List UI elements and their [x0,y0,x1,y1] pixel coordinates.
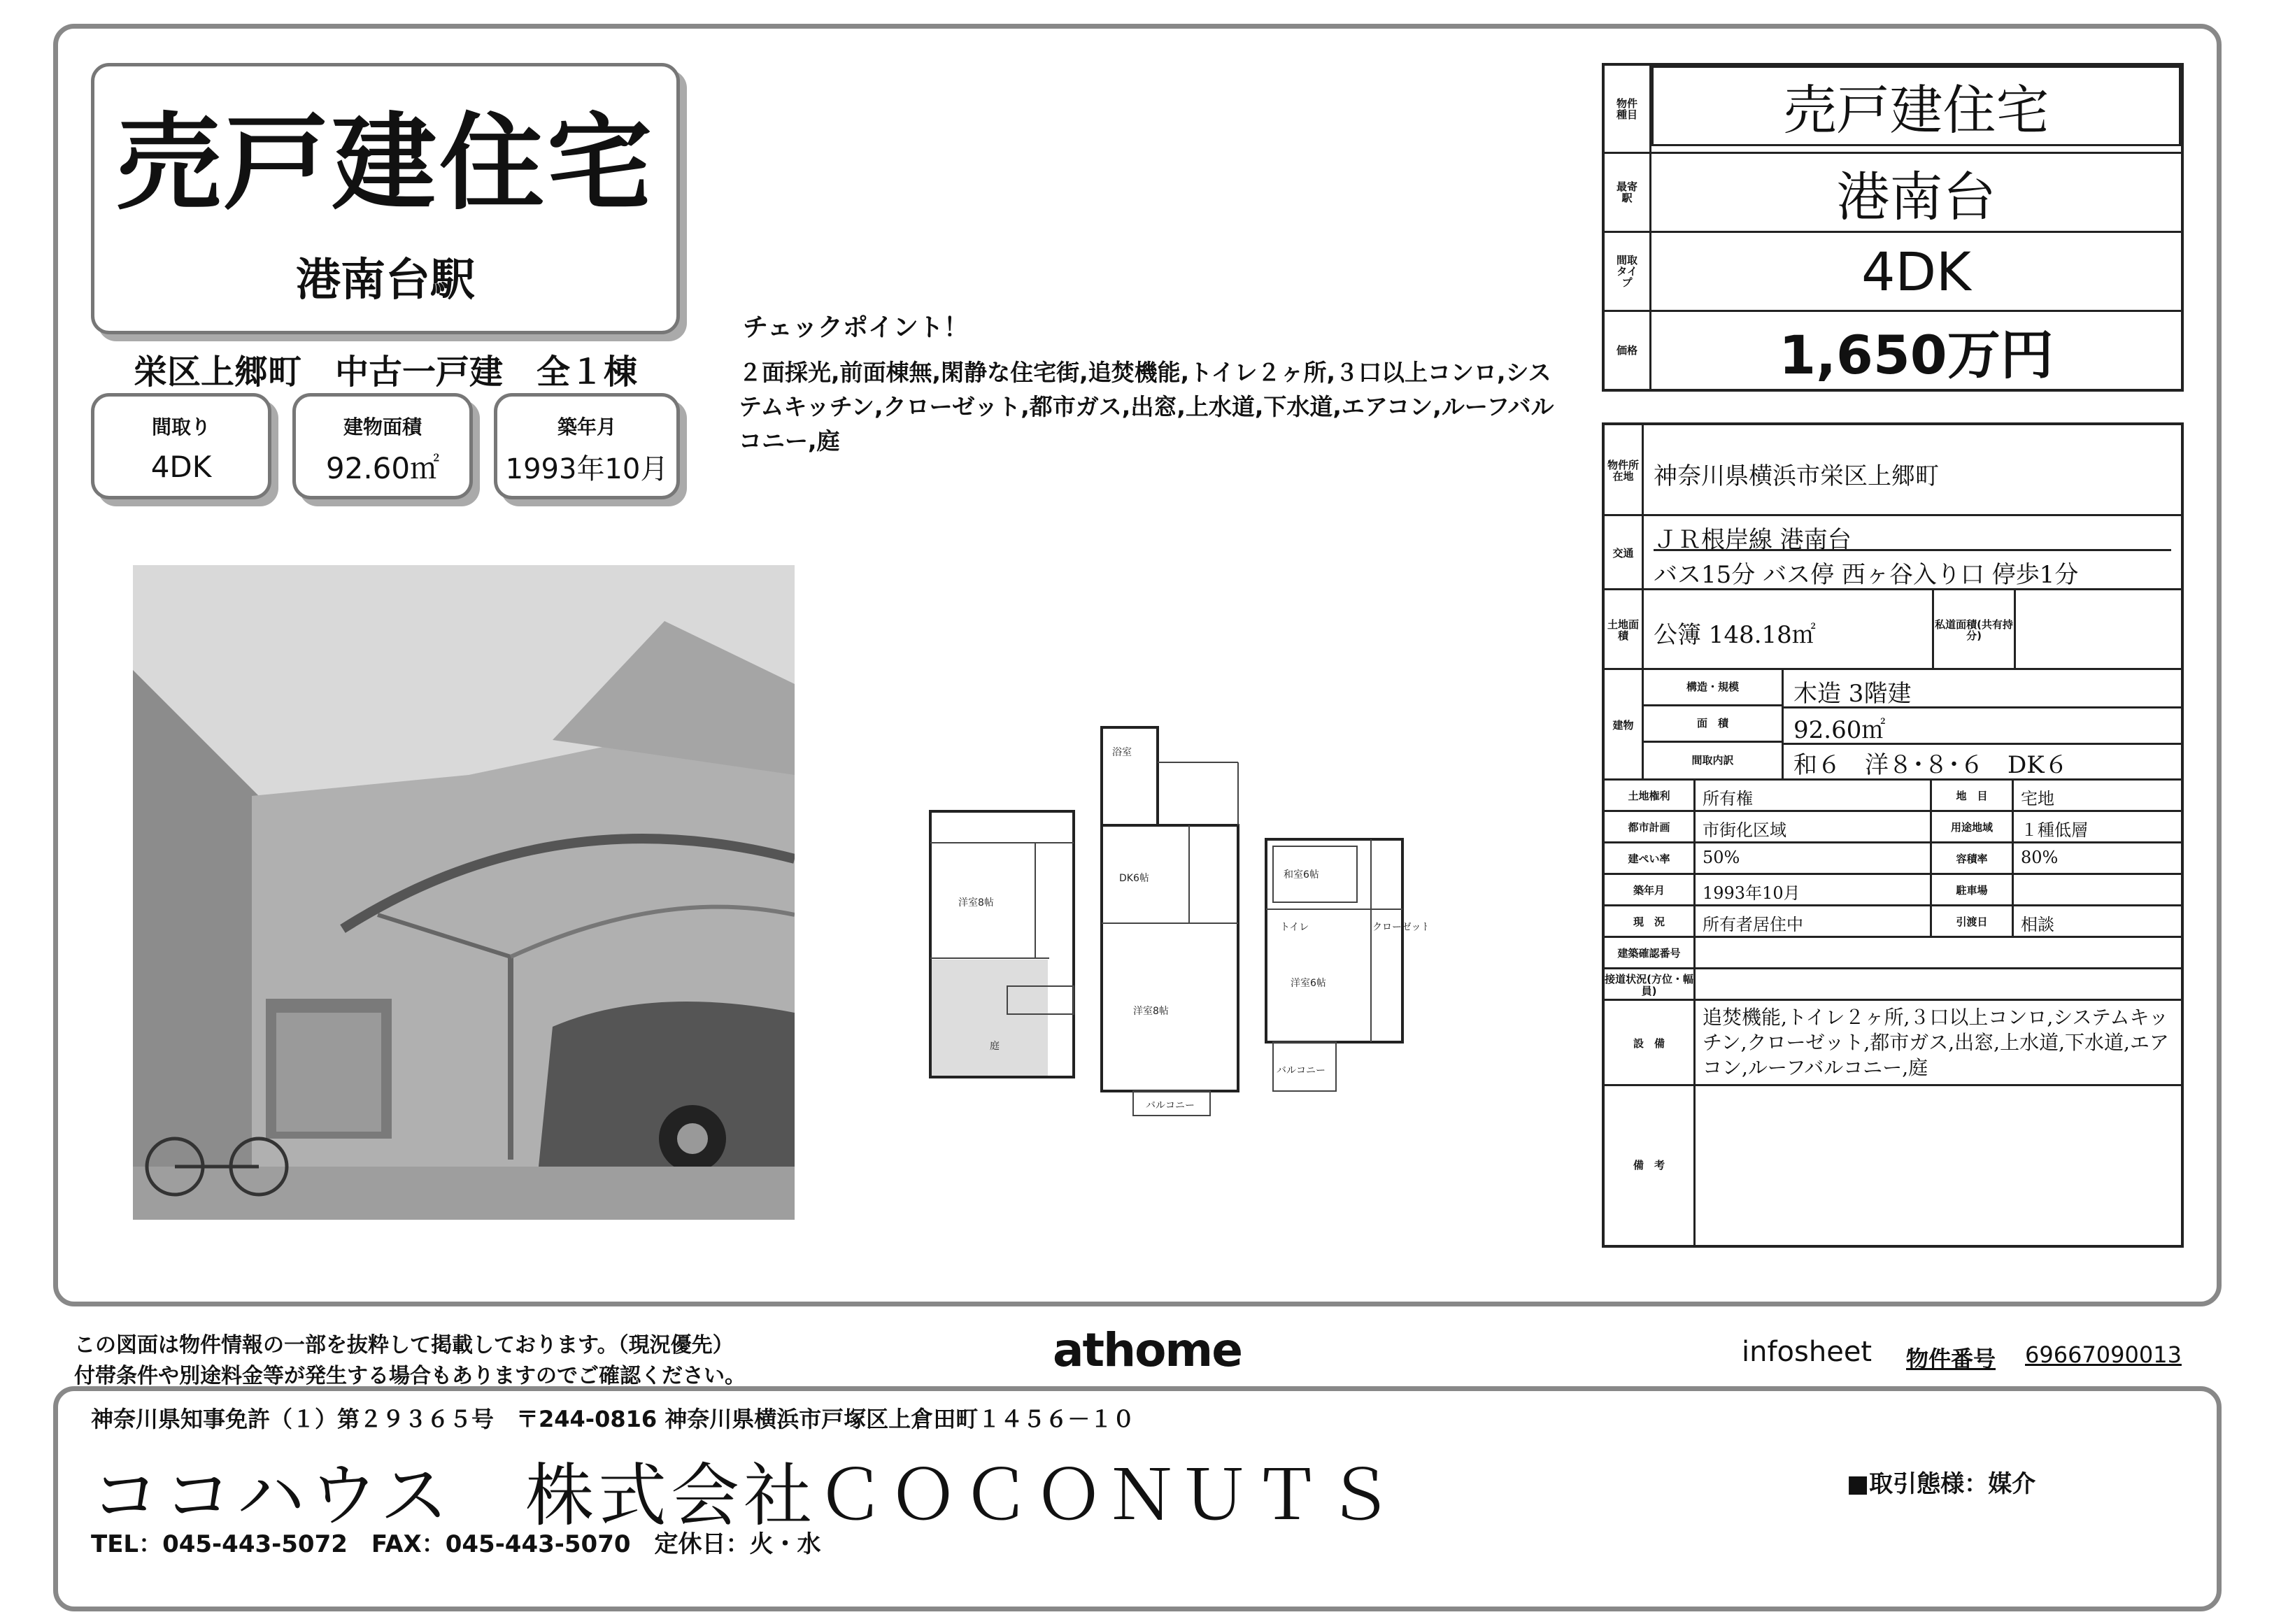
floorplan-drawing [923,720,1427,1119]
grid-v1-2: 50% [1703,848,1740,867]
fp-garden: 庭 [990,1041,1000,1052]
athome-logo: athome [1053,1323,1242,1377]
sub-line: 栄区上郷町 中古一戸建 全１棟 [133,352,637,392]
house-photo-illustration [133,565,795,1220]
fp-room-2: DK6帖 [1119,873,1149,884]
station-name: 港南台駅 [296,255,475,306]
company-name: ココハウス 株式会社ＣＯＣＯＮＵＴＳ [91,1456,1399,1536]
transport-line1: ＪＲ根岸線 港南台 [1654,520,2171,551]
badge-area-value: 92.60㎡ [325,451,440,485]
summary-value-layout: 4DK [1651,232,2183,311]
badge-layout [91,393,271,499]
property-photo [133,565,795,1220]
disclaimer-line-2: 付帯条件や別途料金等が発生する場合もありますのでご確認ください。 [74,1364,746,1388]
fp-balcony-1: バルコニー [1146,1100,1195,1111]
grid-l1-0: 土地権利 [1605,781,1696,812]
grid-v2-0: 宅地 [2021,789,2054,809]
badge-built [494,393,680,499]
grid-v1-4: 所有者居住中 [1703,915,1803,934]
address-value: 神奈川県横浜市栄区上郷町 [1654,462,1939,490]
grid-l2-4: 引渡日 [1930,906,2014,938]
fp-room-5: 洋室6帖 [1291,978,1326,989]
grid-l2-1: 用途地域 [1930,812,2014,843]
grid-l1-2: 建ぺい率 [1605,843,1696,875]
summary-label-layout: 間取タイプ [1603,232,1651,311]
grid-v2-3 [2021,879,2175,903]
remarks-value [1703,1093,2171,1233]
fp-closet: クローゼット [1372,922,1427,933]
layout-label: 間取内訳 [1644,743,1784,778]
equipment-value: 追焚機能,トイレ２ヶ所,３口以上コンロ,システムキッチン,クローゼット,都市ガス,出窓,上水道,下水道,エアコン,ルーフバルコニー,庭 [1703,1006,2169,1079]
grid-l1-3: 築年月 [1605,875,1696,906]
confirm-label: 建築確認番号 [1605,938,1696,969]
summary-label-type: 物件種目 [1603,64,1651,153]
transport-label: 交通 [1605,516,1644,590]
address-label: 物件所在地 [1605,425,1644,516]
grid-l1-1: 都市計画 [1605,812,1696,843]
summary-label-station: 最寄駅 [1603,153,1651,232]
disclaimer-line-1: この図面は物件情報の一部を抜粋して掲載しております。（現況優先） [74,1333,734,1358]
summary-value-type: 売戸建住宅 [1651,66,2181,146]
grid-l2-3: 駐車場 [1930,875,2014,906]
building-label: 建物 [1605,670,1644,781]
summary-label-price: 価格 [1603,311,1651,390]
grid-v1-1: 市街化区域 [1703,820,1786,840]
compliance-value [1703,974,2164,997]
listing-title: 売戸建住宅 [115,103,655,225]
summary-table [1602,63,2184,392]
grid-l2-0: 地 目 [1930,781,2014,812]
detail-table [1602,422,2184,1248]
fp-balcony-2: バルコニー [1277,1065,1326,1076]
badge-layout-label: 間取り [151,415,211,439]
grid-l1-4: 現 況 [1605,906,1696,938]
grid-l2-2: 容積率 [1930,843,2014,875]
equipment-label: 設 備 [1605,1001,1696,1086]
badge-area [292,393,473,499]
summary-value-station: 港南台 [1651,153,2183,232]
property-number: 69667090013 [2025,1341,2182,1368]
confirm-value [1703,942,2164,966]
summary-value-price: 1,650万円 [1651,311,2183,390]
grid-v2-1: １種低層 [2021,820,2088,840]
checkpoint-body: ２面採光,前面棟無,閑静な住宅街,追焚機能,トイレ２ヶ所,３口以上コンロ,システムキッチン,クローゼット,都市ガス,出窓,上水道,下水道,エアコン,ルーフバルコニー,庭 [739,359,1554,455]
property-number-label: 物件番号 [1906,1346,1996,1372]
grid-v1-3: 1993年10月 [1703,883,1800,903]
grid-v2-4: 相談 [2021,915,2054,934]
area-label: 面 積 [1644,706,1784,743]
checkpoint-heading: チェックポイント！ [743,313,969,342]
remarks-label: 備 考 [1605,1086,1696,1245]
license-line: 神奈川県知事免許（１）第２９３６５号 〒244-0816 神奈川県横浜市戸塚区上倉田町１４５６－１０ [91,1406,1135,1432]
private-road-label: 私道面積(共有持分) [1932,590,2016,670]
structure-value: 木造 3階建 [1793,680,1912,708]
badge-layout-value: 4DK [150,449,212,484]
compliance-label: 接道状況(方位・幅員) [1605,969,1696,1001]
land-value: 公簿 148.18㎡ [1654,621,1816,649]
grid-v1-0: 所有権 [1703,789,1753,809]
transport-line2: バス15分 バス停 西ヶ谷入り口 停歩1分 [1654,561,2079,589]
floorplan [923,720,1427,1119]
fp-bath: 浴室 [1112,747,1132,758]
land-label: 土地面積 [1605,590,1644,670]
title-card [91,63,680,334]
private-road-value [2024,615,2171,646]
fp-room-1: 洋室8帖 [958,897,994,909]
layout-value: 和６ 洋８･８･６ DK６ [1793,751,2068,779]
badge-built-label: 築年月 [557,415,616,439]
infosheet-label: infosheet [1742,1336,1873,1368]
fp-room-3: 洋室8帖 [1133,1006,1169,1017]
badge-area-label: 建物面積 [343,415,422,439]
contact-line: TEL：045-443-5072 FAX：045-443-5070 定休日：火・水 [91,1530,821,1558]
grid-v2-2: 80% [2021,848,2059,867]
fp-room-4: 和室6帖 [1284,869,1319,881]
badge-built-value: 1993年10月 [505,453,669,485]
area-value: 92.60㎡ [1793,716,1886,744]
deal-type: ■取引態様：媒介 [1847,1470,2036,1498]
fp-toilet: トイレ [1280,922,1309,933]
structure-label: 構造・規模 [1644,670,1784,706]
